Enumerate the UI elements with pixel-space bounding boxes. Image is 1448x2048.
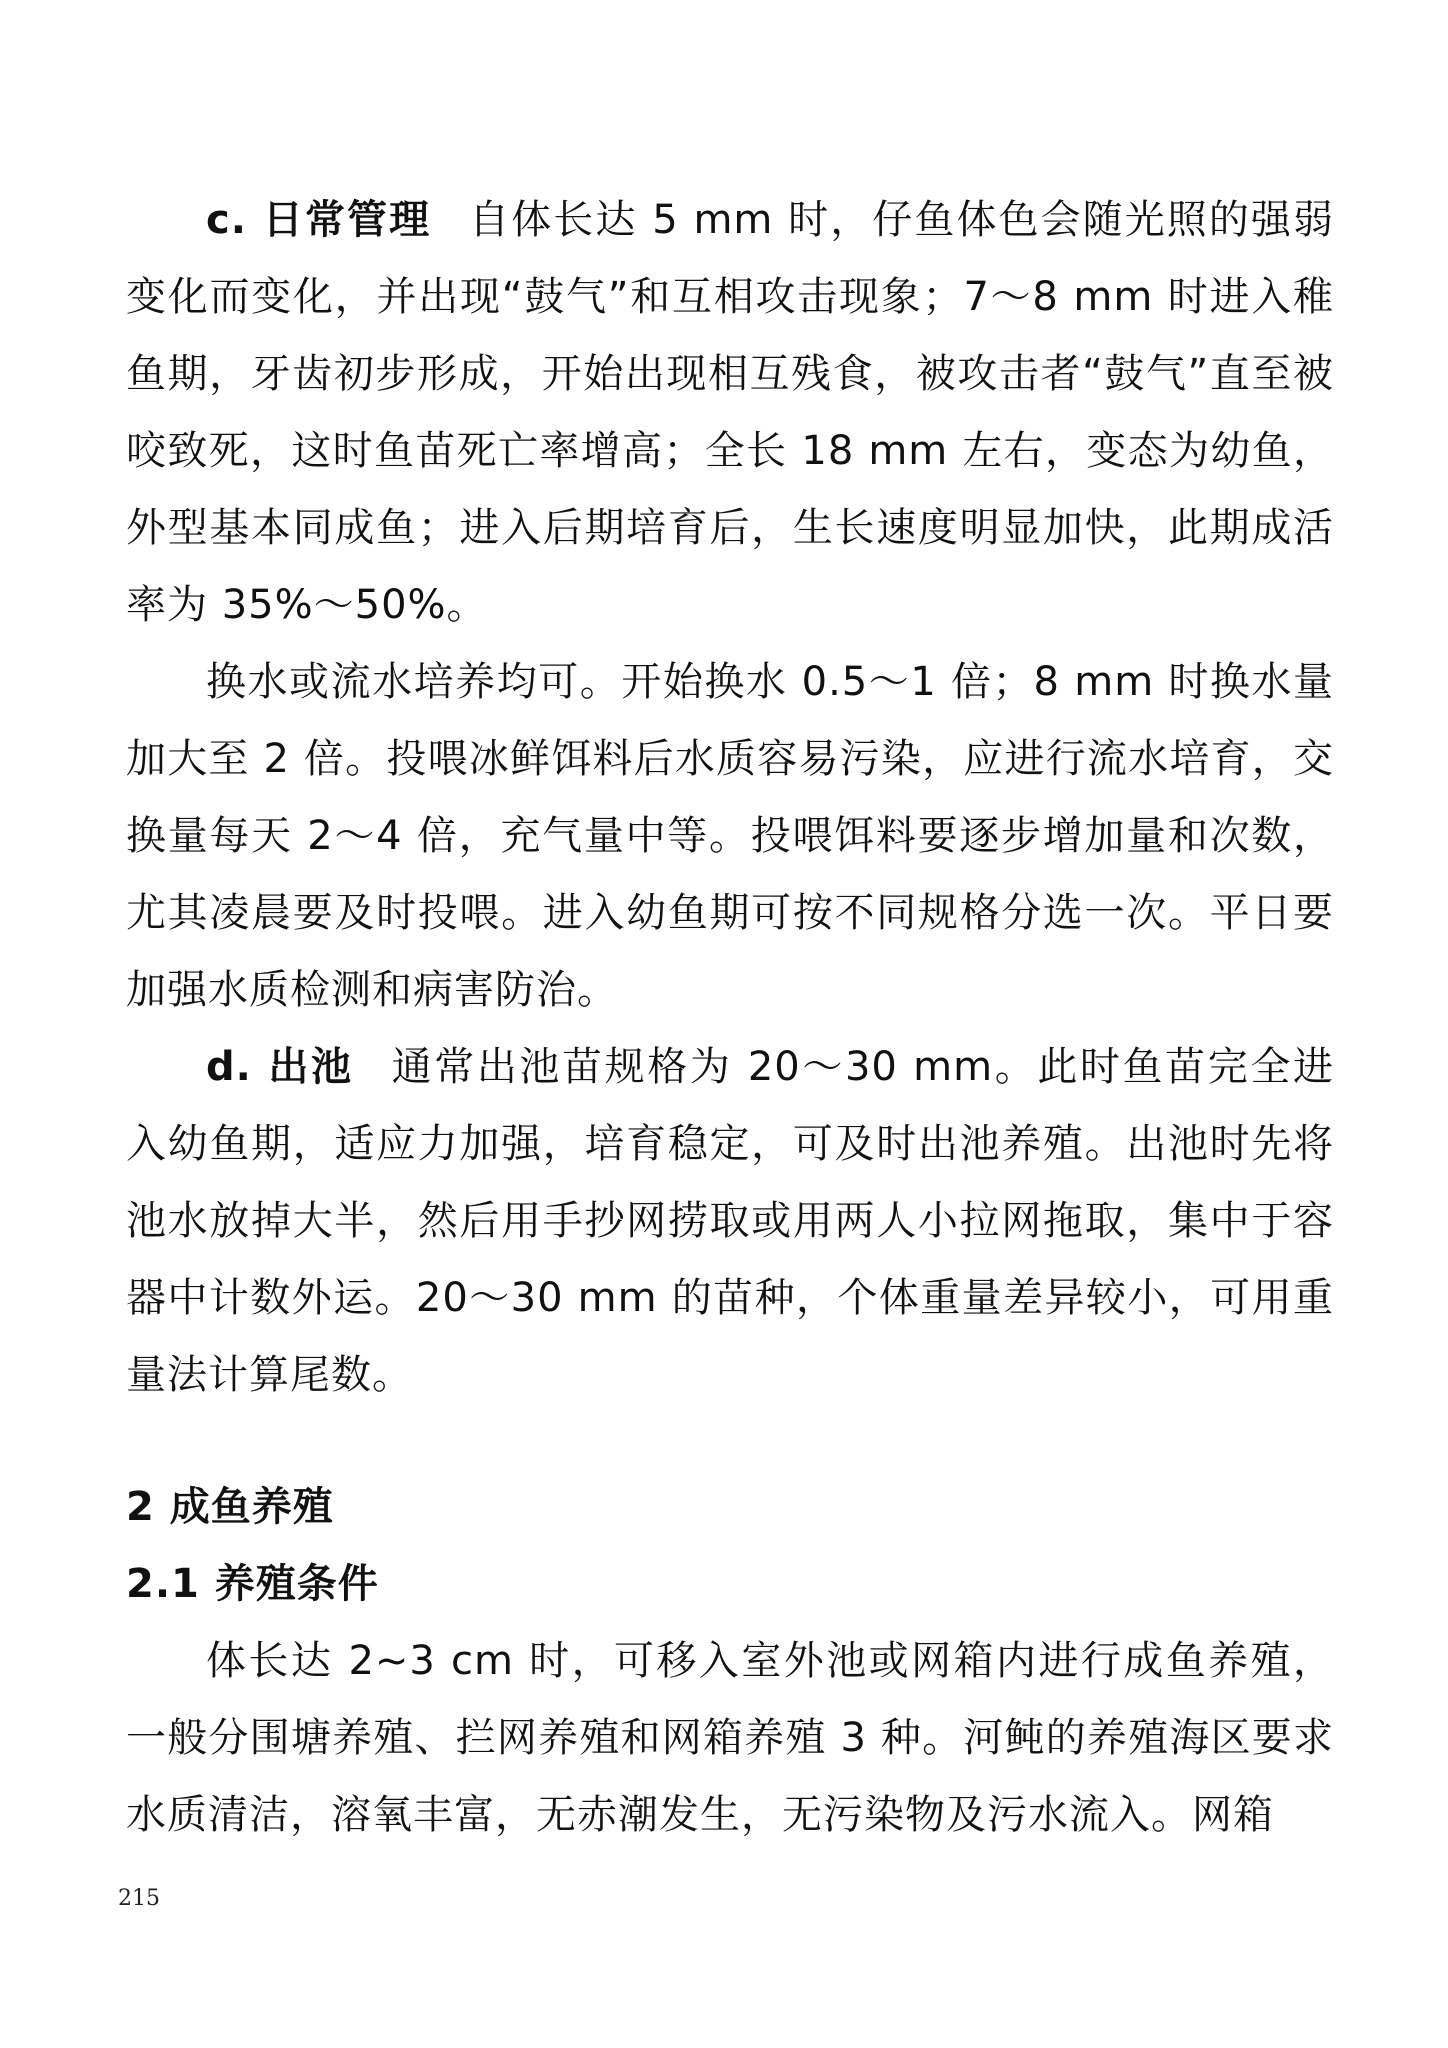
paragraph-text: 自体长达 5 mm 时，仔鱼体色会随光照的强弱变化而变化，并出现“鼓气”和互相攻击现象；7～8 mm 时进入稚鱼期，牙齿初步形成，开始出现相互残食，被攻击者“鼓气”直至被咬致死，这时鱼苗死亡率增高；全长 18 mm 左右，变态为幼鱼，外型基本同成鱼；进入后期培育后，生长速度明显加快，此期成活率为 35%～50%。	[126, 197, 1334, 628]
paragraph-text: 体长达 2~3 cm 时，可移入室外池或网箱内进行成鱼养殖，一般分围塘养殖、拦网养殖和网箱养殖 3 种。河鲀的养殖海区要求水质清洁，溶氧丰富，无赤潮发生，无污染物及污水流入。网箱	[126, 1638, 1334, 1838]
paragraph-daily-management	[126, 182, 1334, 644]
section-heading: 2 成鱼养殖	[126, 1484, 334, 1530]
paragraph-text: 通常出池苗规格为 20～30 mm。此时鱼苗完全进入幼鱼期，适应力加强，培育稳定，可及时出池养殖。出池时先将池水放掉大半，然后用手抄网捞取或用两人小拉网拖取，集中于容器中计数外运。20～30 mm 的苗种，个体重量差异较小，可用重量法计算尾数。	[126, 1044, 1334, 1398]
paragraph-water-exchange	[126, 644, 1334, 1029]
section-lead-daily-management: c. 日常管理	[206, 197, 432, 243]
page-body	[126, 182, 1334, 1854]
section-spacer	[126, 1414, 1334, 1469]
page-number: 215	[118, 1886, 160, 1911]
section-lead-out-of-pond: d. 出池	[206, 1044, 354, 1090]
paragraph-text: 换水或流水培养均可。开始换水 0.5～1 倍；8 mm 时换水量加大至 2 倍。投喂冰鲜饵料后水质容易污染，应进行流水培育，交换量每天 2～4 倍，充气量中等。投喂饵料要逐步增加量和次数，尤其凌晨要及时投喂。进入幼鱼期可按不同规格分选一次。平日要加强水质检测和病害防治。	[126, 659, 1334, 1013]
paragraph-out-of-pond	[126, 1029, 1334, 1414]
paragraph-breeding-conditions	[126, 1623, 1334, 1854]
subsection-heading: 2.1 养殖条件	[126, 1561, 379, 1607]
